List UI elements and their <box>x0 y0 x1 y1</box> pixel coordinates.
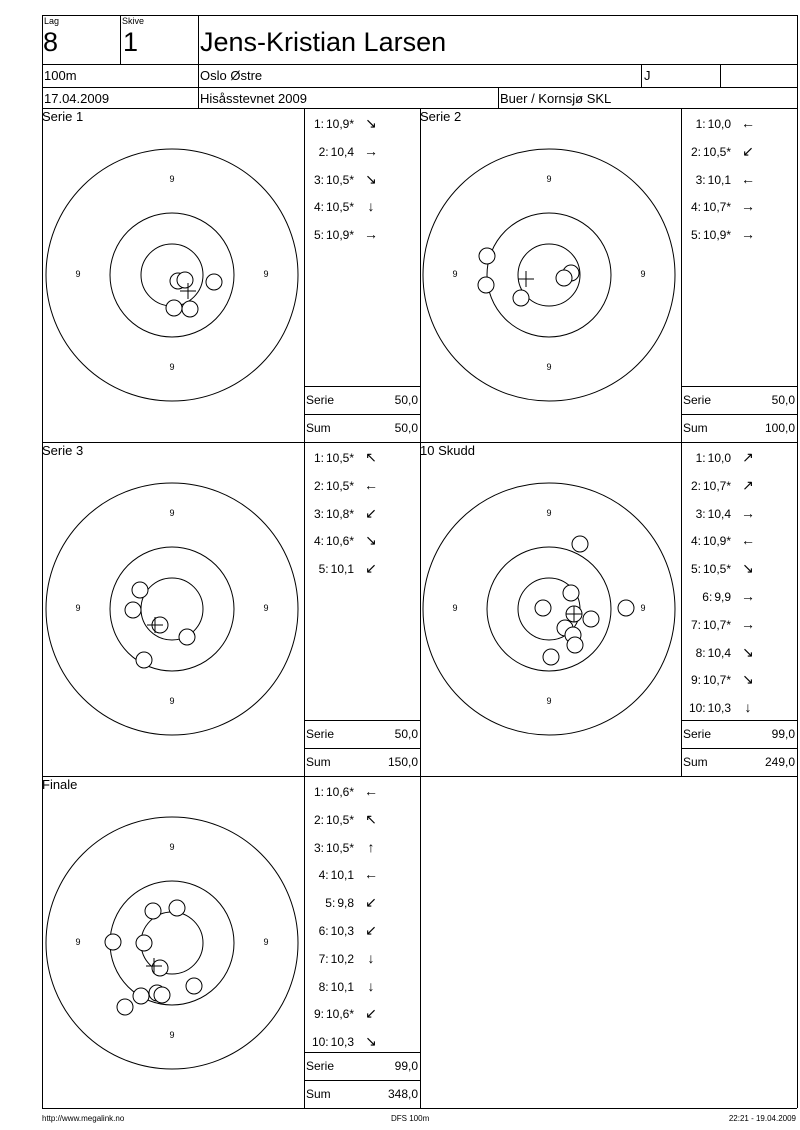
shot-row <box>685 616 759 632</box>
shot-direction-icon: ← <box>364 476 378 493</box>
shot-hole <box>478 277 494 293</box>
panel-title: Serie 1 <box>42 109 84 124</box>
ring-label: 9 <box>75 603 81 613</box>
shot-direction-icon: ← <box>364 783 378 799</box>
shot-value: 10,6* <box>325 534 354 549</box>
shot-value: 10,1 <box>330 868 354 883</box>
panel-title: 10 Skudd <box>420 443 475 458</box>
shot-direction-icon: ↖ <box>365 449 377 465</box>
shot-score <box>308 813 354 827</box>
totals-line <box>681 414 797 415</box>
venue: Buer / Kornsjø SKL <box>500 91 612 106</box>
shot-hole <box>136 652 152 668</box>
shot-row <box>308 505 382 522</box>
shot-value: 10,5* <box>325 451 354 465</box>
lag-label: Lag <box>44 16 60 26</box>
shot-value: 10,0 <box>707 117 731 131</box>
sum-label: Sum <box>306 755 331 769</box>
footer-center: DFS 100m <box>391 1114 430 1123</box>
shot-direction-icon: → <box>741 588 755 604</box>
shot-score <box>308 534 354 548</box>
shot-row <box>308 922 382 939</box>
shot-direction-icon: → <box>741 198 755 215</box>
ring-label: 9 <box>169 1030 175 1040</box>
shot-value: 10,0 <box>707 451 731 465</box>
shot-direction-icon: ↘ <box>365 532 377 549</box>
shot-label: 6: <box>702 590 713 604</box>
shot-direction-icon: ↗ <box>742 476 754 493</box>
panel-title: Finale <box>42 777 78 792</box>
shot-value: 10,4 <box>330 144 354 159</box>
ring-label: 9 <box>263 937 269 947</box>
shot-label: 5: <box>690 562 701 577</box>
shot-value: 10,5* <box>325 478 354 493</box>
shot-label: 1: <box>695 117 706 131</box>
shot-score <box>308 841 354 855</box>
shot-score <box>308 200 354 214</box>
sum-label: Sum <box>683 421 708 435</box>
shot-row <box>685 198 759 214</box>
target <box>22 125 322 425</box>
shot-direction-icon: ← <box>741 532 755 549</box>
sum-value: 150,0 <box>387 755 418 769</box>
shot-row <box>308 171 382 188</box>
ring-label: 9 <box>263 603 269 613</box>
shot-hole <box>117 999 133 1015</box>
shot-direction-icon: → <box>364 226 378 243</box>
shot-label: 1: <box>695 451 706 465</box>
ring-label: 9 <box>75 269 81 279</box>
ring-label: 9 <box>169 842 175 852</box>
shot-row <box>685 532 759 548</box>
sum-value: 100,0 <box>764 421 795 435</box>
ring-label: 9 <box>546 696 552 706</box>
shot-row <box>685 115 759 131</box>
serie-value: 50,0 <box>771 393 795 407</box>
target <box>22 459 322 759</box>
shot-row <box>308 477 382 493</box>
shot-value: 10,6* <box>325 1007 354 1022</box>
shot-value: 10,7* <box>702 478 731 493</box>
shot-direction-icon: ↖ <box>365 810 377 827</box>
shot-row <box>308 894 382 911</box>
shot-score <box>685 534 731 548</box>
ring-label: 9 <box>452 603 458 613</box>
event: Hisåsstevnet 2009 <box>200 91 307 106</box>
shot-hole <box>543 649 559 665</box>
shot-value: 10,6* <box>325 785 354 799</box>
ring-label: 9 <box>452 269 458 279</box>
sum-value: 50,0 <box>394 421 418 435</box>
shot-row <box>685 560 759 577</box>
totals-line <box>681 720 797 721</box>
shot-value: 9,8 <box>337 896 354 911</box>
shot-hole <box>583 611 599 627</box>
shot-label: 6: <box>318 924 329 938</box>
shot-value: 10,4 <box>707 506 731 521</box>
shot-hole <box>479 248 495 264</box>
totals-line <box>681 386 797 387</box>
target <box>399 459 699 759</box>
shot-hole <box>618 600 634 616</box>
shot-value: 10,9* <box>702 228 731 243</box>
date: 17.04.2009 <box>44 91 110 106</box>
shot-score <box>308 1035 354 1049</box>
shot-label: 4: <box>690 200 701 215</box>
shot-label: 1: <box>313 785 324 799</box>
shot-direction-icon: ↘ <box>365 170 377 187</box>
shot-label: 3: <box>313 172 324 187</box>
shot-score <box>308 868 354 882</box>
shot-score <box>308 896 354 910</box>
shot-hole <box>186 978 202 994</box>
shot-score <box>685 618 731 632</box>
panel-bottom-line <box>420 776 797 777</box>
ring-label: 9 <box>263 269 269 279</box>
shot-label: 7: <box>318 951 329 966</box>
shot-hole <box>535 600 551 616</box>
ring-label: 9 <box>640 603 646 613</box>
shot-hole <box>166 300 182 316</box>
shot-hole <box>177 272 193 288</box>
shot-value: 10,1 <box>330 979 354 994</box>
shot-row <box>685 226 759 242</box>
shot-value: 10,9* <box>325 117 354 131</box>
ring-label: 9 <box>169 174 175 184</box>
target-ring <box>487 213 611 337</box>
distance: 100m <box>44 68 77 83</box>
shot-score <box>308 117 354 131</box>
shot-hole <box>182 301 198 317</box>
shot-label: 8: <box>695 645 706 660</box>
shot-row <box>308 532 382 549</box>
shot-direction-icon: → <box>741 615 755 632</box>
shot-label: 10: <box>311 1035 329 1050</box>
shot-value: 10,7* <box>702 617 731 632</box>
serie-label: Serie <box>306 727 335 741</box>
shot-hole <box>567 637 583 653</box>
shot-value: 10,8* <box>325 506 354 521</box>
shot-label: 10: <box>688 701 706 716</box>
shot-row <box>685 588 759 604</box>
sum-label: Sum <box>306 1087 331 1101</box>
shot-direction-icon: ↙ <box>365 922 377 938</box>
ring-label: 9 <box>169 696 175 706</box>
shot-score <box>685 117 731 131</box>
class: J <box>644 68 651 83</box>
shot-score <box>685 701 731 715</box>
serie-value: 99,0 <box>771 727 795 741</box>
serie-label: Serie <box>306 1059 335 1073</box>
shot-label: 2: <box>690 144 701 159</box>
shot-score <box>308 173 354 187</box>
shot-row <box>308 449 382 466</box>
shot-hole <box>206 274 222 290</box>
panel-bottom-line <box>420 442 797 443</box>
footer-divider <box>42 1108 797 1109</box>
shot-score <box>685 173 731 187</box>
club: Oslo Østre <box>200 68 263 83</box>
shot-row <box>308 1033 382 1050</box>
shot-row <box>308 866 382 882</box>
shot-row <box>308 978 382 994</box>
shot-label: 5: <box>313 228 324 243</box>
shot-direction-icon: ↓ <box>367 198 375 215</box>
shot-label: 3: <box>695 172 706 187</box>
shot-score <box>308 1007 354 1021</box>
shot-score <box>308 562 354 576</box>
shot-label: 4: <box>313 534 324 549</box>
target <box>22 793 322 1093</box>
shot-value: 10,4 <box>707 645 731 660</box>
totals-line <box>304 1052 420 1053</box>
shot-row <box>308 811 382 828</box>
shot-value: 10,5* <box>325 200 354 215</box>
shot-value: 10,5* <box>702 562 731 577</box>
shot-hole <box>145 903 161 919</box>
shot-label: 2: <box>690 478 701 493</box>
footer-timestamp: 22:21 - 19.04.2009 <box>728 1114 796 1123</box>
ring-label: 9 <box>640 269 646 279</box>
shot-direction-icon: ↘ <box>742 671 754 688</box>
shot-direction-icon: ↓ <box>744 699 752 716</box>
shot-label: 5: <box>690 228 701 243</box>
sum-value: 348,0 <box>387 1087 418 1101</box>
shot-row <box>308 560 382 577</box>
shot-row <box>308 1005 382 1022</box>
ring-label: 9 <box>546 362 552 372</box>
shot-row <box>685 171 759 187</box>
footer-url: http://www.megalink.no <box>42 1114 125 1123</box>
shot-hole <box>572 536 588 552</box>
skive-label: Skive <box>122 16 145 26</box>
shot-row <box>685 477 759 494</box>
shot-score <box>685 228 731 242</box>
shot-row <box>685 644 759 661</box>
shot-row <box>685 449 759 466</box>
shot-hole <box>105 934 121 950</box>
shot-direction-icon: → <box>741 226 755 243</box>
serie-label: Serie <box>306 393 335 407</box>
shot-score <box>685 145 731 159</box>
shot-row <box>308 198 382 214</box>
shot-row <box>308 839 382 855</box>
shot-score <box>685 451 731 465</box>
shot-direction-icon: → <box>364 142 378 159</box>
shot-score <box>308 507 354 521</box>
sum-label: Sum <box>683 755 708 769</box>
shot-hole <box>513 290 529 306</box>
shot-score <box>685 673 731 687</box>
shot-score <box>685 646 731 660</box>
serie-label: Serie <box>683 393 712 407</box>
panel-title: Serie 3 <box>42 443 84 458</box>
shot-direction-icon: ← <box>364 866 378 883</box>
shot-value: 10,5* <box>325 172 354 187</box>
shot-score <box>685 479 731 493</box>
shot-score <box>685 590 731 604</box>
shot-direction-icon: ↙ <box>365 1005 377 1022</box>
ring-label: 9 <box>169 508 175 518</box>
shot-score <box>308 924 354 938</box>
shot-score <box>685 200 731 214</box>
shot-label: 3: <box>313 506 324 521</box>
shot-direction-icon: ↘ <box>742 560 754 577</box>
shot-value: 9,9 <box>714 590 731 604</box>
shot-hole <box>179 629 195 645</box>
shot-hole <box>154 987 170 1003</box>
shot-score <box>308 980 354 994</box>
shot-row <box>308 115 382 132</box>
shot-value: 10,1 <box>330 562 354 577</box>
shot-direction-icon: ↙ <box>365 894 377 911</box>
shot-label: 4: <box>690 534 701 549</box>
shot-label: 2: <box>313 812 324 827</box>
ring-label: 9 <box>75 937 81 947</box>
shot-direction-icon: ↑ <box>367 838 375 855</box>
shot-row <box>308 226 382 242</box>
shot-value: 10,9* <box>325 228 354 243</box>
target <box>399 125 699 425</box>
shot-row <box>685 699 759 715</box>
serie-value: 50,0 <box>394 727 418 741</box>
shot-label: 4: <box>318 868 329 883</box>
shot-label: 5: <box>325 896 336 911</box>
ring-label: 9 <box>169 362 175 372</box>
shot-score <box>685 562 731 576</box>
serie-value: 99,0 <box>394 1059 418 1073</box>
shot-row <box>308 950 382 966</box>
shot-direction-icon: ↘ <box>742 643 754 660</box>
shot-row <box>308 143 382 159</box>
shot-label: 1: <box>313 451 324 465</box>
shot-hole <box>133 988 149 1004</box>
shot-label: 1: <box>313 117 324 131</box>
shot-value: 10,3 <box>330 1035 354 1050</box>
target-ring <box>141 578 203 640</box>
shot-score <box>308 952 354 966</box>
shot-hole <box>169 900 185 916</box>
shot-value: 10,1 <box>707 172 731 187</box>
shot-value: 10,5* <box>325 840 354 855</box>
ring-label: 9 <box>546 508 552 518</box>
ring-label: 9 <box>546 174 552 184</box>
shot-value: 10,3 <box>707 701 731 716</box>
shot-label: 7: <box>690 617 701 632</box>
shot-value: 10,7* <box>702 200 731 215</box>
shot-hole <box>136 935 152 951</box>
panel-bottom-line <box>42 776 420 777</box>
shot-score <box>308 145 354 159</box>
shot-score <box>308 228 354 242</box>
shot-hole <box>556 270 572 286</box>
shot-score <box>308 479 354 493</box>
serie-label: Serie <box>683 727 712 741</box>
shooter-name: Jens-Kristian Larsen <box>200 27 447 57</box>
skive-value: 1 <box>123 27 139 57</box>
shot-score <box>685 507 731 521</box>
shot-value: 10,9* <box>702 534 731 549</box>
shot-value: 10,3 <box>330 924 354 938</box>
shot-hole <box>125 602 141 618</box>
panel-title: Serie 2 <box>420 109 462 124</box>
shot-label: 8: <box>318 979 329 994</box>
sum-value: 249,0 <box>764 755 795 769</box>
target-ring <box>110 881 234 1005</box>
shot-direction-icon: ← <box>741 170 755 187</box>
shot-direction-icon: ↙ <box>742 142 754 159</box>
shot-direction-icon: → <box>741 504 755 521</box>
shot-direction-icon: ↙ <box>365 560 377 577</box>
lag-value: 8 <box>43 27 59 57</box>
shot-direction-icon: ← <box>741 115 755 131</box>
totals-line <box>681 748 797 749</box>
shot-row <box>308 783 382 799</box>
shot-score <box>308 785 354 799</box>
shot-label: 2: <box>318 144 329 159</box>
panel-right-line <box>420 776 421 1108</box>
shot-row <box>685 143 759 160</box>
shot-direction-icon: ↓ <box>367 977 375 994</box>
shot-score <box>308 451 354 465</box>
shot-direction-icon: ↙ <box>365 504 377 521</box>
shot-direction-icon: ↘ <box>365 1033 377 1050</box>
shot-direction-icon: ↘ <box>365 115 377 131</box>
shot-row <box>685 671 759 688</box>
shot-row <box>685 505 759 521</box>
shot-label: 3: <box>695 506 706 521</box>
shot-label: 5: <box>318 562 329 577</box>
serie-value: 50,0 <box>394 393 418 407</box>
shot-value: 10,5* <box>702 144 731 159</box>
totals-line <box>304 1080 420 1081</box>
shot-label: 3: <box>313 840 324 855</box>
shot-direction-icon: ↓ <box>367 949 375 966</box>
shot-hole <box>132 582 148 598</box>
shot-hole <box>563 585 579 601</box>
shot-label: 4: <box>313 200 324 215</box>
shot-label: 9: <box>313 1007 324 1022</box>
shot-value: 10,5* <box>325 812 354 827</box>
sum-label: Sum <box>306 421 331 435</box>
shot-label: 9: <box>690 673 701 688</box>
shot-direction-icon: ↗ <box>742 449 754 465</box>
shot-label: 2: <box>313 478 324 493</box>
panel-bottom-line <box>42 442 420 443</box>
shot-value: 10,7* <box>702 673 731 688</box>
shot-value: 10,2 <box>330 951 354 966</box>
